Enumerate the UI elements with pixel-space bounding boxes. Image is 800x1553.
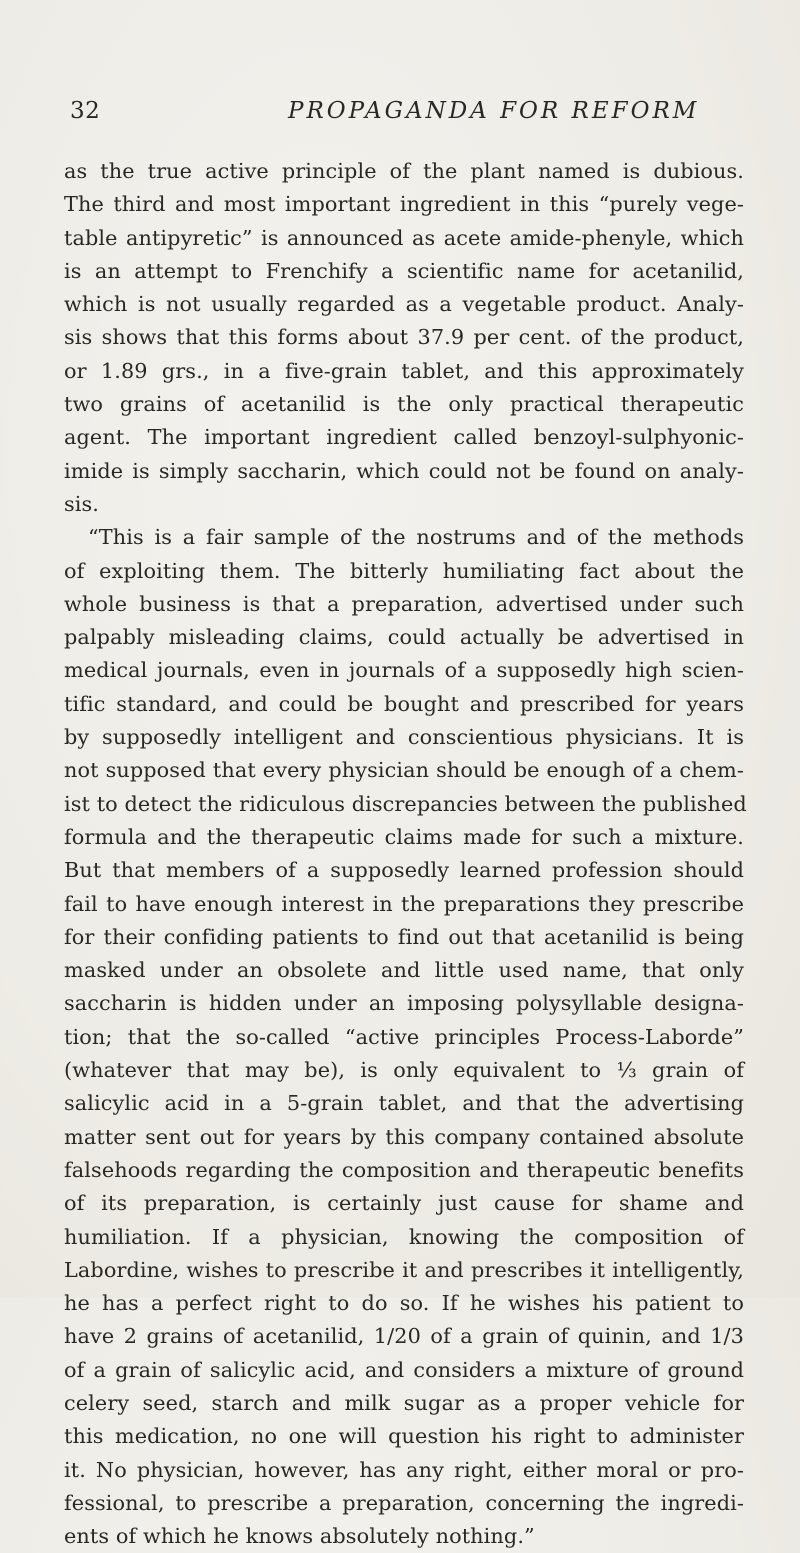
text-line: humiliation. If a physician, knowing the composition of xyxy=(64,1224,744,1249)
text-line: palpably misleading claims, could actually be advertised in xyxy=(64,625,744,650)
text-line: by supposedly intelligent and conscientious physicians. It is xyxy=(64,725,744,750)
text-line: Labordine, wishes to prescribe it and prescribes it intelligently, xyxy=(64,1257,744,1282)
text-line: masked under an obsolete and little used name, that only xyxy=(64,958,744,983)
text-line: The third and most important ingredient in this “purely vege- xyxy=(64,192,744,217)
paragraph-start-line: “This is a fair sample of the nostrums and of the methods xyxy=(88,525,744,550)
text-line: ist to detect the ridiculous discrepancies between the published xyxy=(64,791,747,816)
text-line: as the true active principle of the plant named is dubious. xyxy=(64,159,744,183)
text-line: not supposed that every physician should be enough of a chem- xyxy=(64,758,744,783)
running-title: PROPAGANDA FOR REFORM xyxy=(288,98,700,124)
text-line: saccharin is hidden under an imposing polysyllable designa- xyxy=(64,991,744,1016)
running-head xyxy=(70,98,740,132)
text-line: of its preparation, is certainly just cause for shame and xyxy=(64,1191,744,1216)
text-line: sis shows that this forms about 37.9 per cent. of the product, xyxy=(64,325,744,350)
text-line: falsehoods regarding the composition and therapeutic benefits xyxy=(64,1157,744,1182)
text-line: have 2 grains of acetanilid, 1/20 of a grain of quinin, and 1/3 xyxy=(64,1324,744,1349)
page-number: 32 xyxy=(70,98,101,124)
text-line: (whatever that may be), is only equivalent to ⅓ grain of xyxy=(64,1058,744,1083)
text-line: imide is simply saccharin, which could not be found on analy- xyxy=(64,458,744,483)
text-line: this medication, no one will question his right to administer xyxy=(64,1424,744,1449)
text-line: for their confiding patients to find out that acetanilid is being xyxy=(64,924,744,949)
text-line: two grains of acetanilid is the only practical therapeutic xyxy=(64,392,744,417)
text-line: tific standard, and could be bought and prescribed for years xyxy=(64,691,744,716)
text-line: agent. The important ingredient called benzoyl-sulphyonic- xyxy=(64,425,744,450)
text-line: or 1.89 grs., in a five-grain tablet, and this approximately xyxy=(64,358,744,383)
text-line: which is not usually regarded as a vegetable product. Analy- xyxy=(64,292,744,317)
paragraph-end-line: ents of which he knows absolutely nothing.” xyxy=(64,1524,535,1549)
paragraph-end-line: sis. xyxy=(64,491,100,516)
text-line: of exploiting them. The bitterly humiliating fact about the xyxy=(64,558,744,583)
text-line: But that members of a supposedly learned profession should xyxy=(64,858,744,883)
text-line: of a grain of salicylic acid, and considers a mixture of ground xyxy=(64,1357,744,1382)
text-line: is an attempt to Frenchify a scientific name for acetanilid, xyxy=(64,258,744,283)
text-line: tion; that the so-called “active principles Process-Laborde” xyxy=(64,1024,744,1049)
text-line: matter sent out for years by this company contained absolute xyxy=(64,1124,744,1149)
text-line: formula and the therapeutic claims made for such a mixture. xyxy=(64,824,744,849)
body-text xyxy=(64,155,747,1553)
text-line: whole business is that a preparation, advertised under such xyxy=(64,591,744,616)
text-line: fail to have enough interest in the preparations they prescribe xyxy=(64,891,744,916)
text-line: he has a perfect right to do so. If he wishes his patient to xyxy=(64,1291,744,1316)
text-line: it. No physician, however, has any right, either moral or pro- xyxy=(64,1457,744,1482)
text-line: celery seed, starch and milk sugar as a proper vehicle for xyxy=(64,1390,744,1415)
text-line: salicylic acid in a 5-grain tablet, and that the advertising xyxy=(64,1091,744,1116)
text-line: medical journals, even in journals of a supposedly high scien- xyxy=(64,658,744,683)
text-line: table antipyretic” is announced as acete amide-phenyle, which xyxy=(64,225,744,250)
text-line: fessional, to prescribe a preparation, concerning the ingredi- xyxy=(64,1490,744,1515)
